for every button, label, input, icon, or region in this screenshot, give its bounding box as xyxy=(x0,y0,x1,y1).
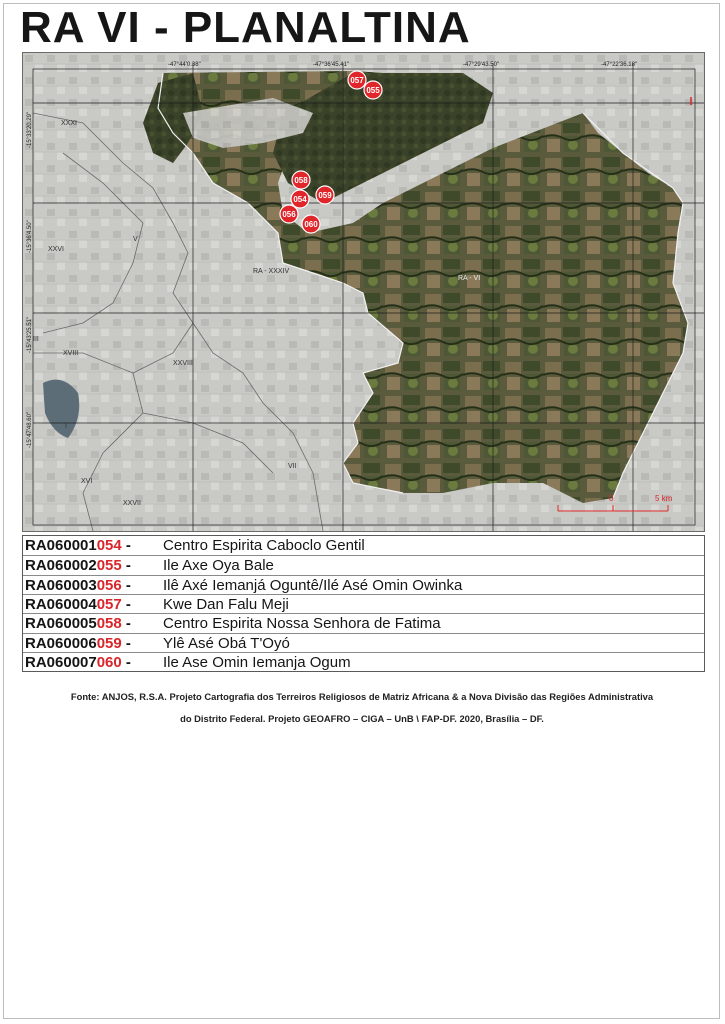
legend-terreiro-name: Ile Ase Omin Iemanja Ogum xyxy=(163,653,351,671)
legend-row xyxy=(23,652,704,671)
marker-label: 058 xyxy=(294,176,308,185)
coord-left-3: -15°43'25.51" xyxy=(27,316,33,353)
region-label: V xyxy=(133,236,138,243)
legend-code-prefix: RA060003 xyxy=(25,576,97,594)
marker-label: 060 xyxy=(304,220,318,229)
legend-terreiro-name: Centro Espirita Caboclo Gentil xyxy=(163,537,365,554)
marker-label: 055 xyxy=(366,86,380,95)
legend-row xyxy=(23,633,704,652)
marker-label: 054 xyxy=(293,195,307,204)
legend-code-prefix: RA060001 xyxy=(25,537,97,554)
legend-row xyxy=(23,555,704,574)
legend-terreiro-name: Centro Espirita Nossa Senhora de Fatima xyxy=(163,615,441,633)
legend-row xyxy=(23,594,704,613)
legend-table xyxy=(22,535,705,672)
legend-terreiro-name: Ylê Asé Obá T'Oyó xyxy=(163,634,290,652)
region-label: I xyxy=(65,423,67,430)
region-label: XXXI xyxy=(61,120,77,127)
legend-row xyxy=(23,575,704,594)
map-frame[interactable] xyxy=(22,52,705,532)
page-title: RA VI - PLANALTINA xyxy=(20,3,471,52)
legend-row xyxy=(23,613,704,632)
legend-code xyxy=(25,576,131,595)
source-line-2: do Distrito Federal. Projeto GEOAFRO – CIGA – UnB \ FAP-DF. 2020, Brasília – DF. xyxy=(180,713,544,724)
terreiro-marker[interactable] xyxy=(291,190,309,208)
source-line-1: Fonte: ANJOS, R.S.A. Projeto Cartografia dos Terreiros Religiosos de Matriz Africana & a Nova Divisão das Regiões Administrativa xyxy=(70,691,654,702)
legend-code xyxy=(25,536,131,555)
scale-end: 5 km xyxy=(655,494,673,503)
map-canvas[interactable] xyxy=(23,53,704,531)
coord-left-2: -15°36'4.50" xyxy=(27,220,33,253)
region-label: XVI xyxy=(81,478,93,485)
scale-zero: 0 xyxy=(609,494,614,503)
region-label: III xyxy=(33,336,39,343)
legend-code-number: 055 xyxy=(96,557,122,575)
terreiro-marker[interactable] xyxy=(280,205,298,223)
source-citation xyxy=(12,686,712,730)
terreiro-marker[interactable] xyxy=(348,71,366,89)
legend-code-number: 057 xyxy=(96,595,122,613)
region-label: XVIII xyxy=(63,350,79,357)
legend-code-number: 059 xyxy=(96,634,122,652)
legend-dash: - xyxy=(125,634,131,652)
legend-dash: - xyxy=(125,615,131,633)
legend-code-prefix: RA060006 xyxy=(25,634,97,652)
legend-dash: - xyxy=(125,557,131,575)
legend-code xyxy=(25,556,131,575)
legend-dash: - xyxy=(125,537,131,554)
coord-top-1: -47°44'0.38" xyxy=(168,62,201,68)
legend-terreiro-name: Kwe Dan Falu Meji xyxy=(163,595,289,613)
legend-code-number: 058 xyxy=(96,615,122,633)
legend-code xyxy=(25,614,131,633)
legend-code xyxy=(25,595,131,614)
coord-top-3: -47°29'43.50" xyxy=(463,62,500,68)
legend-code-prefix: RA060007 xyxy=(25,653,97,671)
coord-top-2: -47°36'45.41" xyxy=(313,62,350,68)
terreiro-marker[interactable] xyxy=(364,81,382,99)
legend-code xyxy=(25,653,131,672)
legend-code-prefix: RA060004 xyxy=(25,595,97,613)
marker-label: 059 xyxy=(318,191,332,200)
region-label: RA - VI xyxy=(458,275,481,282)
legend-terreiro-name: Ile Axe Oya Bale xyxy=(163,557,274,575)
region-label: RA - XXXIV xyxy=(253,268,290,275)
legend-dash: - xyxy=(125,595,131,613)
legend-dash: - xyxy=(125,653,131,671)
legend-code-prefix: RA060005 xyxy=(25,615,97,633)
region-label: VII xyxy=(288,463,297,470)
terreiro-marker[interactable] xyxy=(316,186,334,204)
marker-label: 056 xyxy=(282,210,296,219)
terreiro-marker[interactable] xyxy=(302,215,320,233)
legend-code-number: 060 xyxy=(96,653,122,671)
region-label: XXVI xyxy=(48,246,64,253)
legend-terreiro-name: Ilê Axé Iemanjá Oguntê/Ilé Asé Omin Owinka xyxy=(163,576,463,594)
region-label: XXVII xyxy=(123,500,141,507)
legend-code-prefix: RA060002 xyxy=(25,557,97,575)
region-label: XXVIII xyxy=(173,360,193,367)
legend-code xyxy=(25,634,131,653)
legend-code-number: 054 xyxy=(96,537,122,554)
legend-dash: - xyxy=(125,576,131,594)
coord-top-4: -47°22'36.18" xyxy=(601,62,638,68)
coord-left-1: -15°33'20.29" xyxy=(27,111,33,148)
terreiro-marker[interactable] xyxy=(292,171,310,189)
marker-label: 057 xyxy=(350,76,364,85)
legend-row xyxy=(23,536,704,555)
coord-left-4: -15°47'48.60" xyxy=(27,411,33,448)
legend-code-number: 056 xyxy=(96,576,122,594)
